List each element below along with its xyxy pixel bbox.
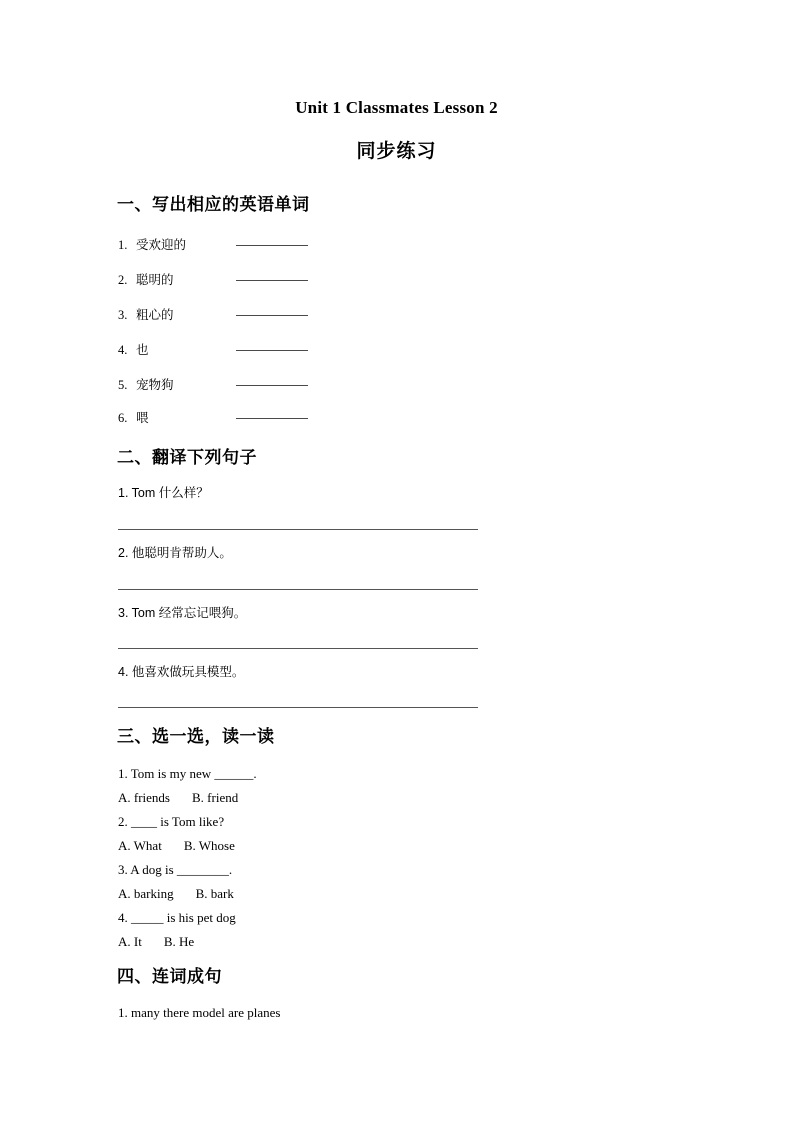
mc-question: 2. ____ is Tom like? (118, 814, 225, 829)
section-heading-2: 二、翻译下列句子 (117, 448, 257, 467)
translation-answer-rule[interactable] (118, 707, 478, 708)
mc-options (118, 934, 194, 950)
vocab-item (118, 270, 308, 288)
mc-question: 1. Tom is my new ______. (118, 766, 257, 781)
mc-options (118, 886, 234, 902)
mc-option-b[interactable]: B. friend (192, 790, 239, 805)
vocab-answer-blank[interactable] (236, 350, 308, 351)
vocab-number: 6. (118, 411, 128, 425)
mc-option-a[interactable]: A. friends (118, 790, 170, 805)
section-heading-4: 四、连词成句 (117, 967, 222, 986)
vocab-number: 3. (118, 308, 128, 322)
mc-question: 4. _____ is his pet dog (118, 910, 236, 925)
vocab-item (118, 340, 308, 358)
mc-options (118, 838, 235, 854)
mc-option-b[interactable]: B. Whose (183, 838, 235, 853)
word-order-item: 1. many there model are planes (118, 1005, 281, 1020)
vocab-word: 宠物狗 (136, 378, 174, 392)
translation-answer-rule[interactable] (118, 589, 478, 590)
document-subtitle: 同步练习 (356, 141, 437, 162)
vocab-item (118, 305, 308, 323)
vocab-answer-blank[interactable] (236, 385, 308, 386)
mc-option-b[interactable]: B. He (163, 934, 195, 949)
mc-option-a[interactable]: A. It (118, 934, 142, 949)
vocab-item (118, 235, 308, 253)
translation-item: 4. 他喜欢做玩具模型。 (118, 665, 245, 679)
section-heading-1: 一、写出相应的英语单词 (117, 195, 310, 214)
translation-item: 1. Tom 什么样？ (118, 486, 209, 500)
mc-option-a[interactable]: A. What (118, 838, 162, 853)
vocab-answer-blank[interactable] (236, 418, 308, 419)
vocab-number: 2. (118, 273, 128, 287)
translation-answer-rule[interactable] (118, 648, 478, 649)
vocab-word: 粗心的 (136, 308, 174, 322)
vocab-number: 4. (118, 343, 128, 357)
mc-option-a[interactable]: A. barking (118, 886, 174, 901)
vocab-answer-blank[interactable] (236, 245, 308, 246)
vocab-word: 也 (136, 343, 149, 357)
vocab-item (118, 375, 308, 393)
vocab-number: 1. (118, 238, 128, 252)
mc-question: 3. A dog is ________. (118, 862, 233, 877)
section-heading-3: 三、选一选，读一读 (117, 727, 275, 746)
translation-item: 3. Tom 经常忘记喂狗。 (118, 606, 247, 620)
document-title: Unit 1 Classmates Lesson 2 (295, 98, 498, 117)
vocab-word: 受欢迎的 (136, 238, 187, 252)
vocab-word: 聪明的 (136, 273, 174, 287)
translation-item: 2. 他聪明肯帮助人。 (118, 546, 232, 560)
vocab-number: 5. (118, 378, 128, 392)
mc-options (118, 790, 238, 806)
vocab-answer-blank[interactable] (236, 280, 308, 281)
mc-option-b[interactable]: B. bark (195, 886, 234, 901)
vocab-answer-blank[interactable] (236, 315, 308, 316)
vocab-word: 喂 (136, 411, 149, 425)
vocab-item (118, 408, 308, 426)
translation-answer-rule[interactable] (118, 529, 478, 530)
